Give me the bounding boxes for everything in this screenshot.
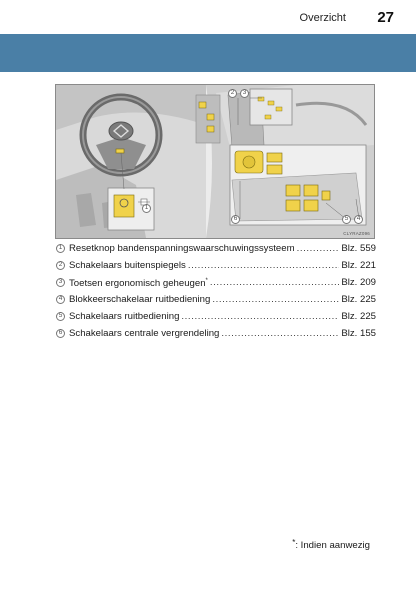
item-number: 1 bbox=[56, 244, 65, 253]
callout-4: 4 bbox=[354, 215, 363, 224]
footnote bbox=[292, 538, 370, 551]
page-reference: Blz. 559 bbox=[341, 243, 376, 254]
header-band bbox=[0, 34, 416, 72]
dot-leader bbox=[181, 308, 339, 325]
page-reference: Blz. 225 bbox=[341, 311, 376, 322]
page-number: 27 bbox=[377, 9, 394, 26]
legend-item bbox=[56, 240, 376, 257]
dot-leader bbox=[188, 257, 340, 274]
footnote-text: : Indien aanwezig bbox=[295, 540, 370, 551]
legend-item bbox=[56, 325, 376, 342]
figure-code: CLYRAZ096 bbox=[343, 231, 370, 236]
dot-leader bbox=[212, 291, 339, 308]
page-reference: Blz. 221 bbox=[341, 260, 376, 271]
section-title: Overzicht bbox=[299, 12, 346, 24]
item-label: Schakelaars buitenspiegels bbox=[69, 260, 186, 271]
legend-item bbox=[56, 257, 376, 274]
item-number: 4 bbox=[56, 295, 65, 304]
legend-item bbox=[56, 274, 376, 291]
legend-item bbox=[56, 308, 376, 325]
item-label: Resetknop bandenspanningswaarschuwingssysteem bbox=[69, 243, 295, 254]
item-note-mark: * bbox=[205, 277, 208, 284]
callout-5: 5 bbox=[342, 215, 351, 224]
callout-6: 6 bbox=[231, 215, 240, 224]
item-label: Toetsen ergonomisch geheugen bbox=[69, 278, 206, 290]
item-label: Schakelaars ruitbediening bbox=[69, 311, 180, 322]
callout-1: 1 bbox=[142, 204, 151, 213]
item-label: Blokkeerschakelaar ruitbediening bbox=[69, 294, 211, 305]
legend-item bbox=[56, 291, 376, 308]
item-label-with-note bbox=[69, 273, 208, 292]
interior-illustration bbox=[55, 84, 375, 239]
page-reference: Blz. 155 bbox=[341, 328, 376, 339]
callout-3: 3 bbox=[240, 89, 249, 98]
car-interior-drawing bbox=[56, 85, 374, 238]
dot-leader bbox=[210, 274, 339, 291]
footnote-mark: * bbox=[292, 538, 296, 547]
page-reference: Blz. 225 bbox=[341, 294, 376, 305]
item-label: Schakelaars centrale vergrendeling bbox=[69, 328, 220, 339]
page-reference: Blz. 209 bbox=[341, 277, 376, 288]
callout-2: 2 bbox=[228, 89, 237, 98]
page-header bbox=[0, 0, 416, 34]
item-number: 2 bbox=[56, 261, 65, 270]
item-number: 5 bbox=[56, 312, 65, 321]
item-number: 3 bbox=[56, 278, 65, 287]
legend-list bbox=[56, 240, 376, 342]
dot-leader bbox=[297, 240, 340, 257]
item-number: 6 bbox=[56, 329, 65, 338]
dot-leader bbox=[221, 325, 339, 342]
